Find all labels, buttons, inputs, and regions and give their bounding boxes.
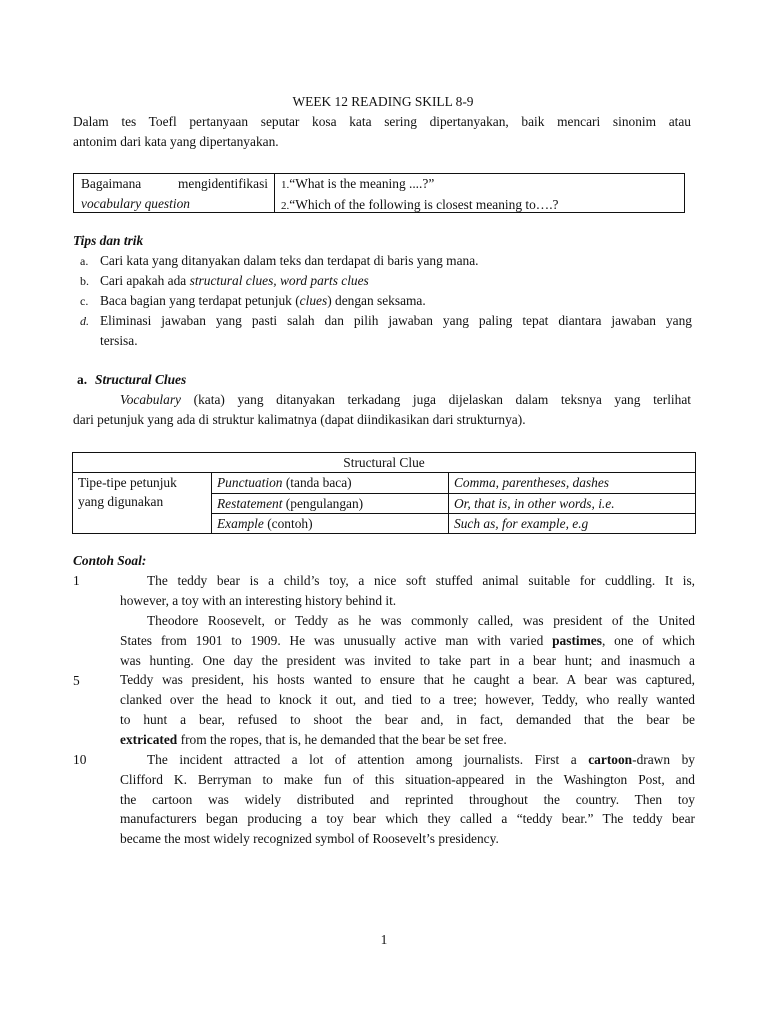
vocab-question-list xyxy=(281,174,559,216)
clue-examples-cell: Or, that is, in other words, i.e. xyxy=(449,493,696,513)
item-number: 1. xyxy=(281,179,290,191)
tip-text: Cari kata yang ditanyakan dalam teks dan terdapat di baris yang mana. xyxy=(100,253,479,268)
tip-text: Eliminasi jawaban yang pasti salah dan pilih jawaban yang paling tepat diantara jawaban yang tersisa. xyxy=(100,313,692,348)
page-number: 1 xyxy=(380,932,388,947)
clue-type-cell: Example (contoh) xyxy=(212,513,449,533)
intro-line-1: Dalam tes Toefl pertanyaan seputar kosa kata sering dipertanyakan, baik mencari sinonim atau xyxy=(73,114,691,129)
tips-heading: Tips dan trik xyxy=(73,233,144,248)
tip-marker: d. xyxy=(80,314,89,328)
line-number: 1 xyxy=(73,573,80,588)
tip-text: Baca bagian yang terdapat petunjuk (clues) dengan seksama. xyxy=(100,293,426,308)
passage-paragraph-3: The incident attracted a lot of attention among journalists. First a cartoon-drawn by Clifford K. Berryman to make fun of this situation-appeared in the Washington Post, and the cartoon was widely distributed and reprinted throughout the country. Then toy manufacturers began producing a toy bear which they called a “teddy bear.” The teddy bear became the most widely recognized symbol of Roosevelt’s presidency. xyxy=(120,752,695,847)
clue-type-cell: Punctuation (tanda baca) xyxy=(212,473,449,493)
intro-paragraph xyxy=(73,112,691,152)
structural-clues-paragraph: Vocabulary (kata) yang ditanyakan terkadang juga dijelaskan dalam teksnya yang terlihat dari petunjuk yang ada di struktur kalimatnya (dapat diindikasikan dari strukturnya). xyxy=(73,392,691,427)
line-number: 5 xyxy=(73,673,80,688)
vocab-table-label xyxy=(74,174,275,212)
tip-marker: a. xyxy=(80,254,89,268)
example-heading: Contoh Soal: xyxy=(73,553,147,568)
clue-examples-cell: Such as, for example, e.g xyxy=(449,513,696,533)
item-number: 2. xyxy=(281,200,290,212)
structural-clues-heading: a. Structural Clues xyxy=(77,372,187,387)
line-number: 10 xyxy=(73,752,87,767)
keyword-pastimes: pastimes xyxy=(552,632,602,648)
structural-clue-table xyxy=(72,452,696,534)
vocab-question-item xyxy=(281,174,559,195)
table-header: Structural Clue xyxy=(73,453,696,473)
vocab-question-item xyxy=(281,195,559,216)
keyword-extricated: extricated xyxy=(120,731,178,747)
vocab-question-table xyxy=(73,173,685,213)
vocab-label-line-2: vocabulary question xyxy=(81,196,190,211)
item-text: “What is the meaning ....?” xyxy=(289,176,435,191)
tip-marker: c. xyxy=(80,294,89,308)
tip-item xyxy=(80,311,692,351)
item-text: “Which of the following is closest meaning to….? xyxy=(289,197,559,212)
passage-paragraph-1: The teddy bear is a child’s toy, a nice soft stuffed animal suitable for cuddling. It is, however, a toy with an interesting history behind it. xyxy=(120,573,695,608)
page-title: WEEK 12 READING SKILL 8-9 xyxy=(292,94,474,109)
clue-type-cell: Restatement (pengulangan) xyxy=(212,493,449,513)
tip-marker: b. xyxy=(80,274,89,288)
table-row-label: Tipe-tipe petunjuk yang digunakan xyxy=(73,473,212,534)
vocab-label-line-1: Bagaimana mengidentifikasi xyxy=(81,176,268,191)
keyword-cartoon: cartoon xyxy=(588,752,633,767)
passage-paragraph-2: Theodore Roosevelt, or Teddy as he was commonly called, was president of the United States from 1901 to 1909. He was unusually active man with varied pastimes, one of which was hunting. One day the president was invited to take part in a bear hunt; and inasmuch a Teddy was president, his hosts wanted to ensure that he caught a bear. A bear was captured, clanked over the head to knock it out, and tied to a tree; however, Teddy, who really wanted to hunt a bear, refused to shoot the bear and, in fact, demanded that the bear be extricated from the ropes, that is, he demanded that the bear be set free. xyxy=(120,613,696,747)
intro-line-2: antonim dari kata yang dipertanyakan. xyxy=(73,134,279,149)
tip-text: Cari apakah ada structural clues, word parts clues xyxy=(100,273,369,288)
clue-examples-cell: Comma, parentheses, dashes xyxy=(449,473,696,493)
